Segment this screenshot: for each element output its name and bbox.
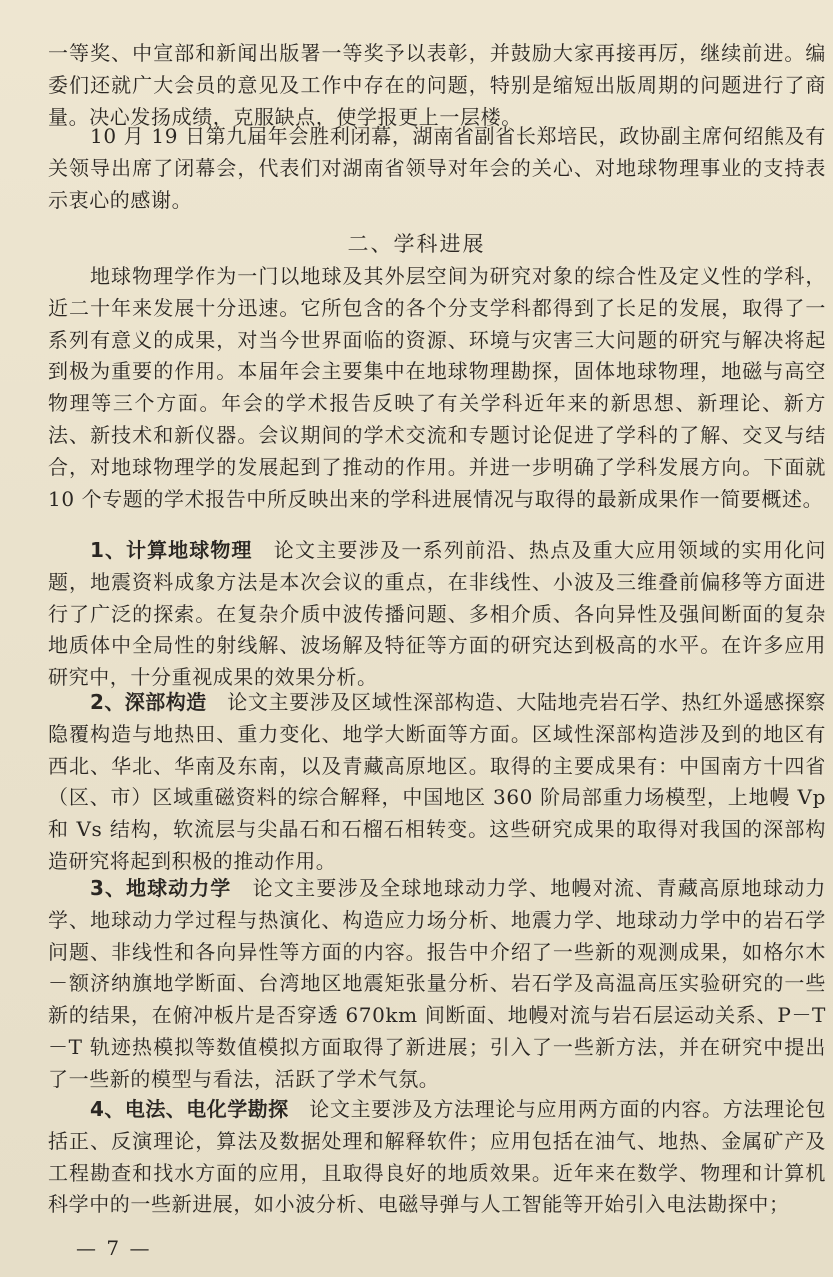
- topic-paragraph-deep-structure: [48, 687, 826, 878]
- topic-title: 4、电法、电化学勘探: [90, 1097, 289, 1121]
- topic-title: 3、地球动力学: [90, 876, 232, 900]
- topic-title: 2、深部构造: [90, 690, 207, 714]
- topic-paragraph-computational-geophysics: [48, 535, 826, 694]
- topic-paragraph-geodynamics: [48, 873, 826, 1096]
- closing-ceremony-paragraph: 10 月 19 日第九届年会胜利闭幕，湖南省副省长郑培民，政协副主席何绍熊及有关领导出席了闭幕会，代表们对湖南省领导对年会的关心、对地球物理事业的支持表示衷心的感谢。: [48, 124, 826, 212]
- topic-paragraph-electrical-prospecting: [48, 1094, 826, 1221]
- page-number: — 7 —: [76, 1236, 152, 1260]
- topic-body: 论文主要涉及全球地球动力学、地幔对流、青藏高原地球动力学、地球动力学过程与热演化、构造应力场分析、地震力学、地球动力学中的岩石学问题、非线性和各向异性等方面的内容。报告中介绍了一些新的观测成果，如格尔木－额济纳旗地学断面、台湾地区地震矩张量分析、岩石学及高温高压实验研究的一些新的结果，在俯冲板片是否穿透 670km 间断面、地幔对流与岩石层运动关系、P－T－T 轨迹热模拟等数值模拟方面取得了新进展；引入了一些新方法，并在研究中提出了一些新的模型与看法，活跃了学术气氛。: [48, 876, 826, 1091]
- section-heading: 二、学科进展: [347, 232, 486, 256]
- intro-continuation-paragraph: 一等奖、中宣部和新闻出版署一等奖予以表彰，并鼓励大家再接再厉，继续前进。编委们还就广大会员的意见及工作中存在的问题，特别是缩短出版周期的问题进行了商量。决心发扬成绩，克服缺点，使学报更上一层楼。: [48, 41, 826, 129]
- topic-title: 1、计算地球物理: [90, 538, 253, 562]
- section-intro-paragraph: 地球物理学作为一门以地球及其外层空间为研究对象的综合性及定义性的学科，近二十年来发展十分迅速。它所包含的各个分支学科都得到了长足的发展，取得了一系列有意义的成果，对当今世界面临的资源、环境与灾害三大问题的研究与解决将起到极为重要的作用。本届年会主要集中在地球物理勘探，固体地球物理，地磁与高空物理等三个方面。年会的学术报告反映了有关学科近年来的新思想、新理论、新方法、新技术和新仪器。会议期间的学术交流和专题讨论促进了学科的了解、交叉与结合，对地球物理学的发展起到了推动的作用。并进一步明确了学科发展方向。下面就 10 个专题的学术报告中所反映出来的学科进展情况与取得的最新成果作一简要概述。: [48, 264, 826, 511]
- topic-body: 论文主要涉及方法理论与应用两方面的内容。方法理论包括正、反演理论，算法及数据处理和解释软件；应用包括在油气、地热、金属矿产及工程勘查和找水方面的应用，且取得良好的地质效果。近年来在数学、物理和计算机科学中的一些新进展，如小波分析、电磁导弹与人工智能等开始引入电法勘探中；: [48, 1097, 826, 1217]
- topic-body: 论文主要涉及区域性深部构造、大陆地壳岩石学、热红外遥感探察隐覆构造与地热田、重力变化、地学大断面等方面。区域性深部构造涉及到的地区有西北、华北、华南及东南，以及青藏高原地区。取得的主要成果有：中国南方十四省（区、市）区域重磁资料的综合解释，中国地区 360 阶局部重力场模型，上地幔 Vp 和 Vs 结构，软流层与尖晶石和石榴石相转变。这些研究成果的取得对我国的深部构造研究将起到积极的推动作用。: [48, 690, 826, 873]
- topic-body: 论文主要涉及一系列前沿、热点及重大应用领域的实用化问题，地震资料成象方法是本次会议的重点，在非线性、小波及三维叠前偏移等方面进行了广泛的探索。在复杂介质中波传播问题、多相介质、各向异性及强间断面的复杂地质体中全局性的射线解、波场解及特征等方面的研究达到极高的水平。在许多应用研究中，十分重视成果的效果分析。: [48, 538, 826, 690]
